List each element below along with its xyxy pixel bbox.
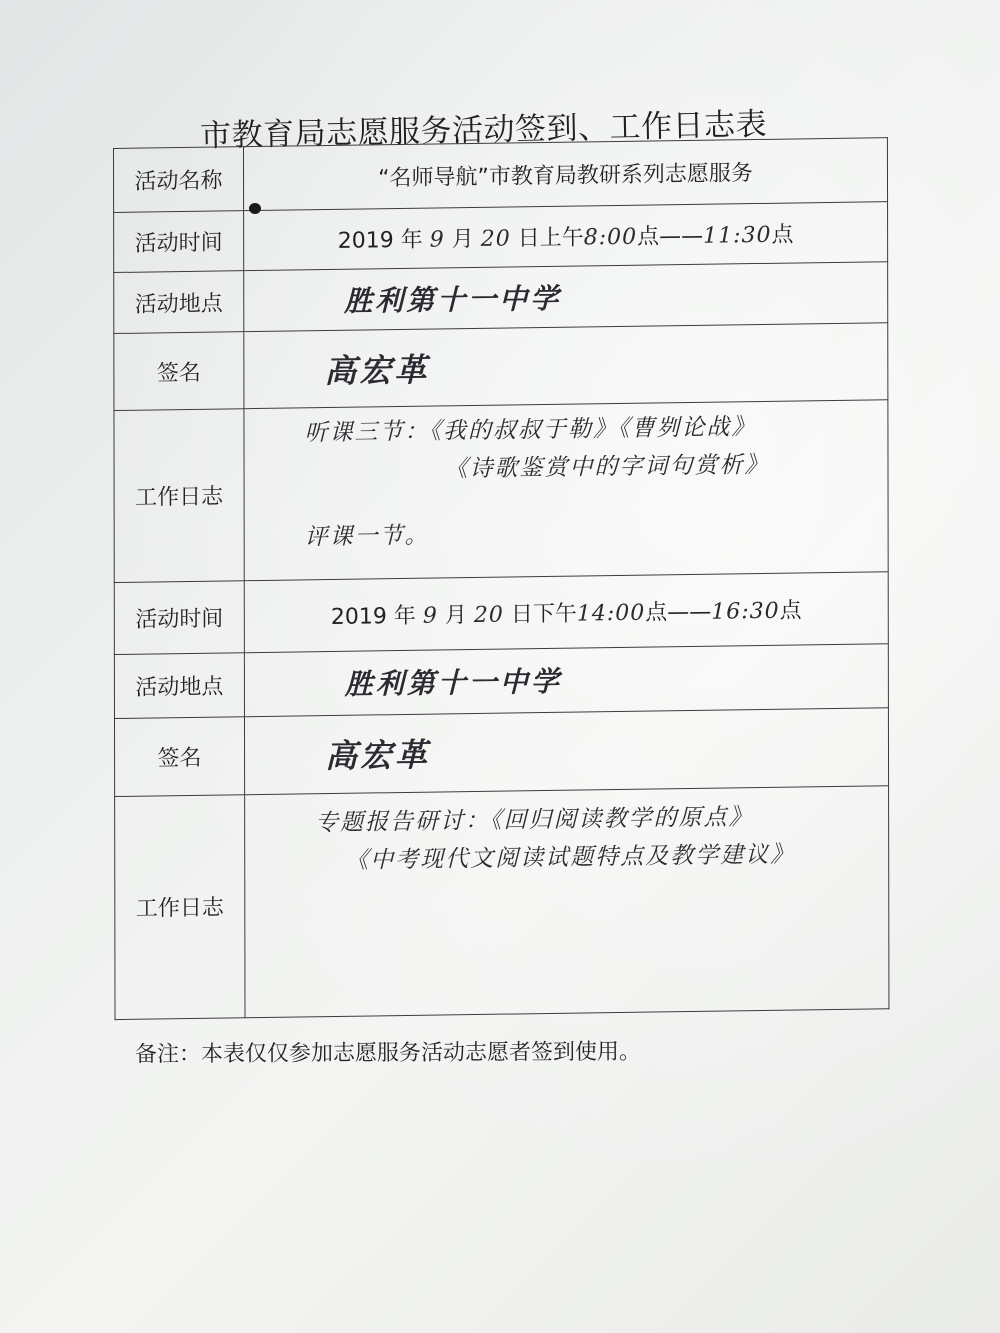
session2-time-end: 16:30	[711, 598, 780, 625]
row-activity-name	[114, 138, 888, 213]
session2-time-month: 9	[422, 603, 438, 629]
session2-time-value	[244, 572, 888, 653]
session2-time-prefix: 2019 年	[330, 603, 416, 630]
session1-time-value	[244, 202, 888, 270]
row-session1-sign	[114, 323, 888, 411]
session2-place-value: 胜利第十一中学	[244, 643, 888, 716]
session1-sign-label: 签名	[114, 332, 244, 411]
session1-time-prefix: 2019 年	[337, 227, 423, 255]
session2-log-content	[245, 786, 889, 1018]
session1-time-point: 点——	[637, 223, 704, 250]
row-session1-time	[114, 202, 888, 272]
activity-name-value: “名师导航”市教育局教研系列志愿服务	[243, 138, 887, 211]
session1-place-label: 活动地点	[114, 271, 244, 334]
session2-log-line-2: 《中考现代文阅读试题特点及教学建议》	[345, 841, 796, 874]
session1-time-label: 活动时间	[114, 211, 244, 272]
row-session2-sign	[114, 708, 888, 797]
session2-place-label: 活动地点	[114, 652, 244, 718]
session1-time-end-suffix: 点	[771, 222, 794, 248]
session2-log-label: 工作日志	[115, 795, 245, 1020]
session1-place-value: 胜利第十一中学	[244, 262, 888, 332]
session2-signature: 高宏革	[244, 708, 888, 795]
session1-log-content	[244, 400, 888, 581]
session2-log-line-1: 专题报告研讨：《回归阅读教学的原点》	[315, 803, 754, 837]
session2-time-day: 20	[473, 602, 504, 628]
session1-log-line-1: 听课三节：《我的叔叔于勒》《曹刿论战》	[304, 414, 757, 447]
session2-time-point: 点——	[645, 599, 712, 626]
row-session2-log	[115, 786, 889, 1020]
sign-in-log-table	[113, 137, 889, 1020]
session1-time-end: 11:30	[703, 222, 772, 249]
row-session2-time	[114, 572, 888, 654]
session1-log-label: 工作日志	[114, 409, 244, 583]
form-title: 市教育局志愿服务活动签到、工作日志表	[199, 106, 768, 155]
row-session1-log	[114, 400, 888, 583]
session1-time-start: 8:00	[583, 224, 638, 251]
session2-time-end-suffix: 点	[779, 598, 802, 624]
row-session2-place	[114, 643, 888, 718]
row-session1-place	[114, 262, 888, 334]
session1-log-line-2: 《诗歌鉴赏中的字词句赏析》	[444, 451, 770, 483]
session1-time-mid: 月	[451, 227, 474, 253]
session2-time-label: 活动时间	[114, 581, 244, 654]
session2-time-mid: 月	[444, 602, 467, 629]
session1-time-month: 9	[429, 227, 445, 253]
ink-blot	[249, 203, 261, 214]
session1-time-day: 20	[480, 226, 511, 253]
activity-name-label: 活动名称	[114, 147, 244, 213]
session1-signature: 高宏革	[244, 323, 888, 409]
session2-sign-label: 签名	[114, 717, 244, 797]
session2-time-start: 14:00	[576, 600, 646, 627]
session1-time-suffix: 日上午	[517, 225, 584, 252]
session2-time-suffix: 日下午	[510, 601, 577, 628]
session1-log-line-3: 评课一节。	[304, 522, 430, 551]
footnote: 备注：本表仅仅参加志愿服务活动志愿者签到使用。	[134, 1039, 642, 1068]
